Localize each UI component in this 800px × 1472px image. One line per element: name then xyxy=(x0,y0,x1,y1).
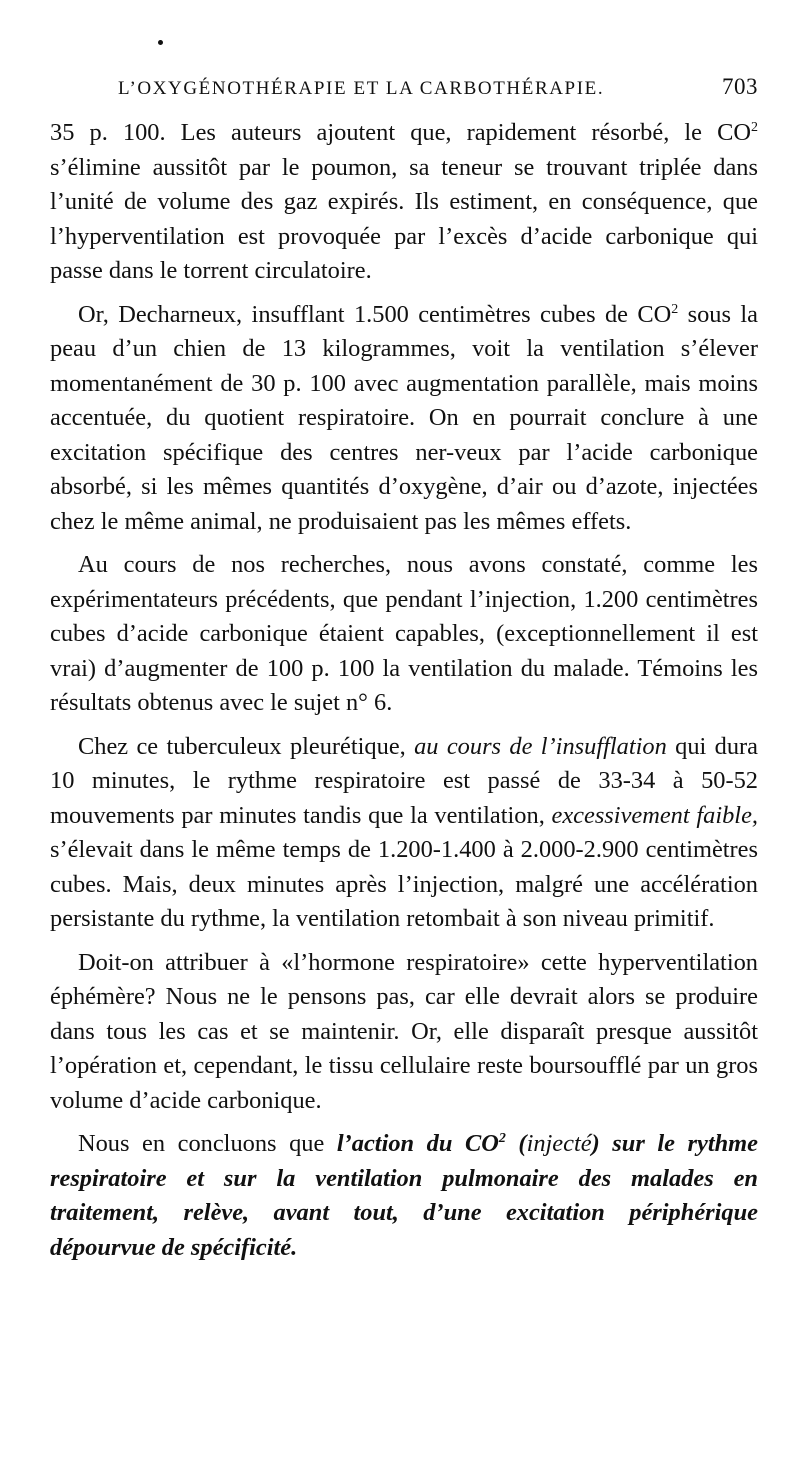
superscript: 2 xyxy=(671,301,679,317)
text-run: Doit-on attribuer à «l’hormone respiratoire» cette hyperventilation éphémère? Nous ne le pensons pas, car elle devrait alors se produire dans tous les cas et se maintenir. Or, elle disparaît presque aussitôt l’opération et, cependant, le tissu cellulaire reste boursoufflé par un gros volume d’acide carbonique. xyxy=(50,948,758,1114)
paragraph xyxy=(50,1127,758,1265)
superscript: 2 xyxy=(498,1131,506,1146)
paragraph xyxy=(50,730,758,937)
text-run: Au cours de nos recherches, nous avons constaté, comme les expérimentateurs précédents, que pendant l’injection, 1.200 centimètres cubes d’acide carbonique étaient capables, (exceptionnellement il est vrai) d’augmenter de 100 p. 100 la ventilation du malade. Témoins les résultats obtenus avec le sujet n° 6. xyxy=(50,551,758,716)
page-number: 703 xyxy=(722,74,758,99)
emphasis-text: l’action du CO xyxy=(336,1130,499,1157)
emphasis-text: excessivement faible, xyxy=(551,801,758,829)
running-title: L’OXYGÉNOTHÉRAPIE ET LA CARBOTHÉRAPIE. xyxy=(118,78,605,99)
paragraph xyxy=(50,946,758,1119)
superscript: 2 xyxy=(751,120,758,135)
text-run: s’élimine aussitôt par le poumon, sa teneur se trouvant triplée dans l’unité de volume des gaz expirés. Ils estiment, en conséquence, que l’hyperventilation est provoquée par l’excès d’acide carbonique qui passe dans le torrent circulatoire. xyxy=(50,153,758,284)
paragraph xyxy=(50,298,758,540)
text-run: qui dura 10 minutes, le rythme respiratoire est passé de 33-34 à 50-52 mouvements par minutes tandis que la ventilation, xyxy=(50,732,758,829)
text-run: Or, Decharneux, insufflant 1.500 centimètres cubes de CO xyxy=(78,300,672,328)
paragraph xyxy=(50,116,758,289)
emphasis-text: ) sur le rythme respiratoire et sur la ventilation pulmonaire des malades en traitement, relève, avant tout, d’une excitation périphérique dépourvue de spécificité. xyxy=(50,1130,758,1261)
text-run: s’élevait dans le même temps de 1.200-1.400 à 2.000-2.900 centimètres cubes. Mais, deux minutes après l’injection, malgré une accélération persistante du rythme, la ventilation retombait à son niveau primitif. xyxy=(50,836,758,932)
running-header xyxy=(118,74,758,104)
emphasis-text: ( xyxy=(505,1130,527,1157)
text-run: Chez ce tuberculeux pleurétique, xyxy=(78,732,415,760)
text-run: sous la peau d’un chien de 13 kilogrammes, voit la ventilation s’élever momentanément de 30 p. 100 avec augmentation parallèle, mais moins accentuée, du quotient respiratoire. On en pourrait conclure à une excitation spécifique des centres ner-veux par l’acide carbonique absorbé, si les mêmes quantités d’oxygène, d’air ou d’azote, injectées chez le même animal, ne produisaient pas les mêmes effets. xyxy=(50,300,758,535)
text-run: Nous en concluons que xyxy=(78,1130,337,1157)
emphasis-text: injecté xyxy=(526,1130,592,1157)
page-mark xyxy=(158,40,163,45)
body-text xyxy=(50,116,758,1265)
text-run: 35 p. 100. Les auteurs ajoutent que, rapidement résorbé, le CO xyxy=(50,119,751,146)
paragraph xyxy=(50,548,758,721)
emphasis-text: au cours de l’insufflation xyxy=(414,732,667,760)
